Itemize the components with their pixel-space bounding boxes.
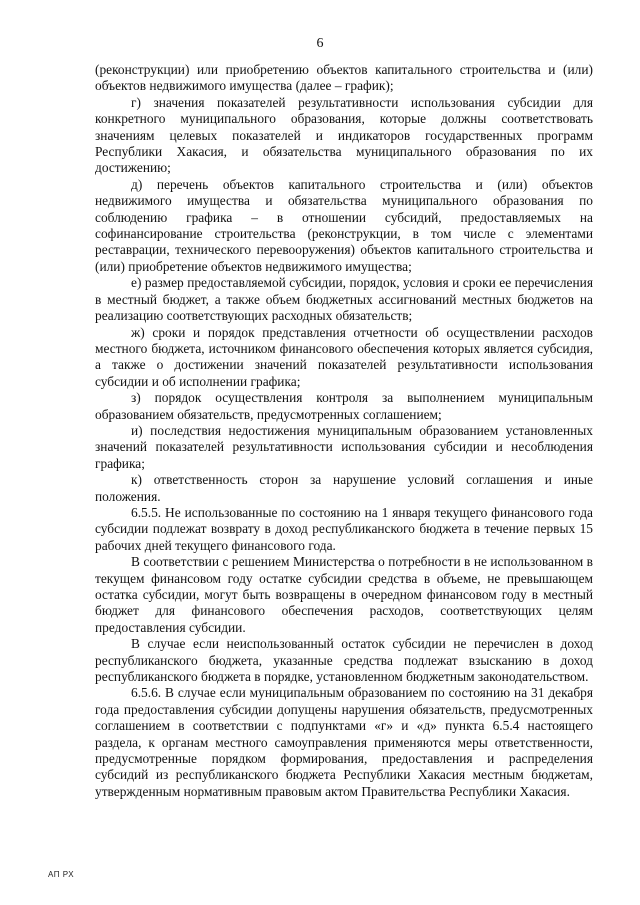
paragraph: г) значения показателей результативности использования субсидии для конкретного муниципального образования, которые должны соответствовать значениям целевых показателей и индикаторов государственных программ Республики Хакасия, и обязательства муниципального образования по их достижению; <box>95 94 593 176</box>
paragraph: е) размер предоставляемой субсидии, порядок, условия и сроки ее перечисления в местный бюджет, а также объем бюджетных ассигнований местных бюджетов на реализацию соответствующих расходных обязательств; <box>95 275 593 324</box>
paragraph: 6.5.6. В случае если муниципальным образованием по состоянию на 31 декабря года предоставления субсидии допущены нарушения обязательств, предусмотренных соглашением в соответствии с подпунктами «г» и «д» пункта 6.5.4 настоящего раздела, к органам местного самоуправления применяются меры ответственности, предусмотренные порядком формирования, предоставления и распределения субсидий из республиканского бюджета Республики Хакасия местным бюджетам, утвержденным нормативным правовым актом Правительства Республики Хакасия. <box>95 685 593 799</box>
paragraph: и) последствия недостижения муниципальным образованием установленных значений показателей результативности использования субсидии и несоблюдения графика; <box>95 422 593 471</box>
paragraph: ж) сроки и порядок представления отчетности об осуществлении расходов местного бюджета, источником финансового обеспечения которых является субсидия, а также о достижении значений показателей результативности использования субсидии и об исполнении графика; <box>95 324 593 389</box>
document-body <box>95 62 593 800</box>
footer-code: АП РХ <box>48 870 75 879</box>
paragraph: к) ответственность сторон за нарушение условий соглашения и иные положения. <box>95 472 593 504</box>
paragraph: 6.5.5. Не использованные по состоянию на 1 января текущего финансового года субсидии подлежат возврату в доход республиканского бюджета в течение первых 15 рабочих дней текущего финансового года. <box>95 504 593 553</box>
page-number: 6 <box>316 36 324 51</box>
paragraph: (реконструкции) или приобретению объектов капитального строительства и (или) объектов недвижимого имущества (далее – график); <box>95 62 593 94</box>
paragraph: з) порядок осуществления контроля за выполнением муниципальным образованием обязательств, предусмотренных соглашением; <box>95 390 593 422</box>
paragraph: В соответствии с решением Министерства о потребности в не использованном в текущем финансовом году остатке субсидии средства в объеме, не превышающем остатка субсидии, могут быть возвращены в очередном финансовом году в местный бюджет для финансового обеспечения расходов, соответствующих целям предоставления субсидии. <box>95 554 593 635</box>
paragraph: В случае если неиспользованный остаток субсидии не перечислен в доход республиканского бюджета, указанные средства подлежат взысканию в доход республиканского бюджета в порядке, установленном бюджетным законодательством. <box>95 636 593 685</box>
paragraph: д) перечень объектов капитального строительства и (или) объектов недвижимого имущества и обязательства муниципального образования по соблюдению графика – в отношении субсидий, предоставляемых на софинансирование строительства (реконструкции, в том числе с элементами реставрации, технического перевооружения) объектов капитального строительства и (или) приобретение объектов недвижимого имущества; <box>95 176 593 274</box>
